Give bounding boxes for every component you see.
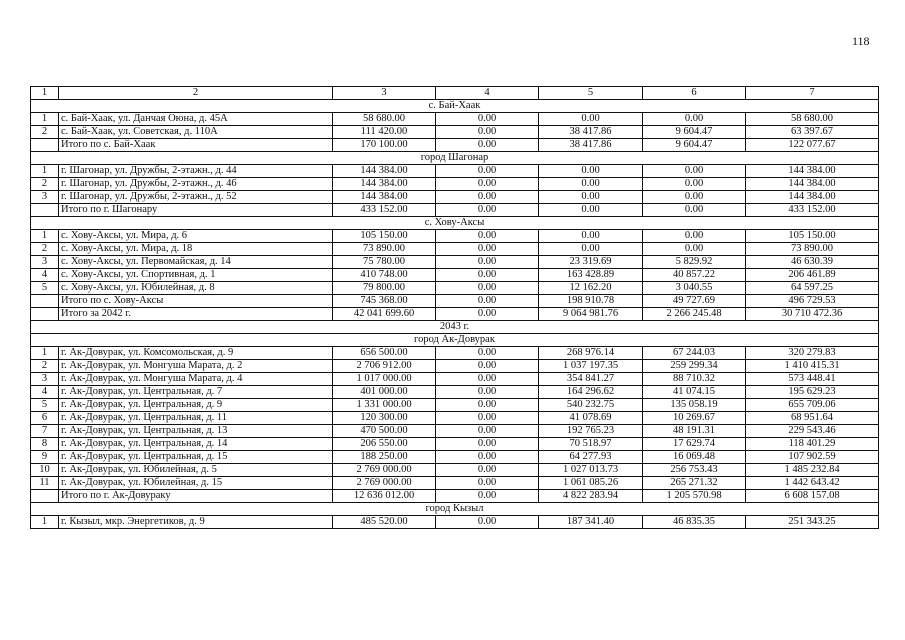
value-cell: 67 244.03 bbox=[643, 347, 746, 360]
value-cell: 23 319.69 bbox=[539, 256, 643, 269]
table-row bbox=[31, 412, 879, 425]
address-cell: с. Хову-Аксы, ул. Первомайская, д. 14 bbox=[59, 256, 333, 269]
value-cell: 2 769 000.00 bbox=[333, 477, 436, 490]
address-cell: г. Ак-Довурак, ул. Юбилейная, д. 15 bbox=[59, 477, 333, 490]
row-number-cell: 2 bbox=[31, 178, 59, 191]
table-header-row bbox=[31, 87, 879, 100]
value-cell: 46 835.35 bbox=[643, 516, 746, 529]
value-cell: 1 442 643.42 bbox=[746, 477, 879, 490]
value-cell: 48 191.31 bbox=[643, 425, 746, 438]
value-cell: 38 417.86 bbox=[539, 139, 643, 152]
section-row bbox=[31, 217, 879, 230]
address-cell: г. Шагонар, ул. Дружбы, 2-этажн., д. 52 bbox=[59, 191, 333, 204]
value-cell: 0.00 bbox=[539, 204, 643, 217]
address-cell: г. Шагонар, ул. Дружбы, 2-этажн., д. 44 bbox=[59, 165, 333, 178]
value-cell: 3 040.55 bbox=[643, 282, 746, 295]
row-number-cell: 4 bbox=[31, 386, 59, 399]
value-cell: 0.00 bbox=[436, 269, 539, 282]
value-cell: 256 753.43 bbox=[643, 464, 746, 477]
value-cell: 0.00 bbox=[436, 451, 539, 464]
address-cell: с. Хову-Аксы, ул. Юбилейная, д. 8 bbox=[59, 282, 333, 295]
value-cell: 0.00 bbox=[643, 204, 746, 217]
value-cell: 0.00 bbox=[436, 113, 539, 126]
value-cell: 1 027 013.73 bbox=[539, 464, 643, 477]
address-cell: г. Ак-Довурак, ул. Центральная, д. 9 bbox=[59, 399, 333, 412]
value-cell: 164 296.62 bbox=[539, 386, 643, 399]
row-number-cell: 1 bbox=[31, 516, 59, 529]
address-cell: Итого по с. Бай-Хаак bbox=[59, 139, 333, 152]
row-number-cell: 1 bbox=[31, 347, 59, 360]
address-cell: г. Ак-Довурак, ул. Комсомольская, д. 9 bbox=[59, 347, 333, 360]
value-cell: 206 550.00 bbox=[333, 438, 436, 451]
value-cell: 0.00 bbox=[436, 204, 539, 217]
value-cell: 401 000.00 bbox=[333, 386, 436, 399]
value-cell: 0.00 bbox=[539, 191, 643, 204]
table-row bbox=[31, 256, 879, 269]
address-cell: Итого за 2042 г. bbox=[59, 308, 333, 321]
value-cell: 320 279.83 bbox=[746, 347, 879, 360]
value-cell: 0.00 bbox=[436, 165, 539, 178]
value-cell: 188 250.00 bbox=[333, 451, 436, 464]
value-cell: 0.00 bbox=[539, 243, 643, 256]
value-cell: 656 500.00 bbox=[333, 347, 436, 360]
value-cell: 79 800.00 bbox=[333, 282, 436, 295]
address-cell: Итого по с. Хову-Аксы bbox=[59, 295, 333, 308]
value-cell: 135 058.19 bbox=[643, 399, 746, 412]
value-cell: 573 448.41 bbox=[746, 373, 879, 386]
value-cell: 268 976.14 bbox=[539, 347, 643, 360]
row-number-cell: 11 bbox=[31, 477, 59, 490]
value-cell: 0.00 bbox=[436, 178, 539, 191]
row-number-cell: 7 bbox=[31, 425, 59, 438]
value-cell: 0.00 bbox=[643, 243, 746, 256]
value-cell: 68 951.64 bbox=[746, 412, 879, 425]
page-number: 118 bbox=[852, 34, 870, 48]
value-cell: 0.00 bbox=[539, 165, 643, 178]
section-title: с. Бай-Хаак bbox=[31, 100, 879, 113]
value-cell: 265 271.32 bbox=[643, 477, 746, 490]
table-row bbox=[31, 113, 879, 126]
value-cell: 1 037 197.35 bbox=[539, 360, 643, 373]
value-cell: 496 729.53 bbox=[746, 295, 879, 308]
row-number-cell: 2 bbox=[31, 243, 59, 256]
row-number-cell: 5 bbox=[31, 282, 59, 295]
address-cell: г. Ак-Довурак, ул. Юбилейная, д. 5 bbox=[59, 464, 333, 477]
value-cell: 410 748.00 bbox=[333, 269, 436, 282]
row-number-cell: 1 bbox=[31, 165, 59, 178]
value-cell: 41 078.69 bbox=[539, 412, 643, 425]
value-cell: 64 277.93 bbox=[539, 451, 643, 464]
value-cell: 0.00 bbox=[436, 139, 539, 152]
value-cell: 0.00 bbox=[436, 295, 539, 308]
row-number-cell: 2 bbox=[31, 126, 59, 139]
section-row bbox=[31, 152, 879, 165]
value-cell: 40 857.22 bbox=[643, 269, 746, 282]
value-cell: 540 232.75 bbox=[539, 399, 643, 412]
value-cell: 0.00 bbox=[643, 113, 746, 126]
value-cell: 9 604.47 bbox=[643, 126, 746, 139]
value-cell: 0.00 bbox=[436, 256, 539, 269]
value-cell: 0.00 bbox=[643, 165, 746, 178]
data-table bbox=[30, 86, 879, 529]
value-cell: 12 636 012.00 bbox=[333, 490, 436, 503]
column-header: 6 bbox=[643, 87, 746, 100]
value-cell: 58 680.00 bbox=[746, 113, 879, 126]
address-cell: с. Бай-Хаак, ул. Советская, д. 110А bbox=[59, 126, 333, 139]
address-cell: г. Ак-Довурак, ул. Центральная, д. 13 bbox=[59, 425, 333, 438]
value-cell: 470 500.00 bbox=[333, 425, 436, 438]
value-cell: 58 680.00 bbox=[333, 113, 436, 126]
value-cell: 111 420.00 bbox=[333, 126, 436, 139]
value-cell: 9 064 981.76 bbox=[539, 308, 643, 321]
value-cell: 4 822 283.94 bbox=[539, 490, 643, 503]
row-number-cell bbox=[31, 139, 59, 152]
value-cell: 144 384.00 bbox=[333, 191, 436, 204]
value-cell: 433 152.00 bbox=[746, 204, 879, 217]
value-cell: 187 341.40 bbox=[539, 516, 643, 529]
value-cell: 259 299.34 bbox=[643, 360, 746, 373]
value-cell: 1 205 570.98 bbox=[643, 490, 746, 503]
value-cell: 1 331 000.00 bbox=[333, 399, 436, 412]
column-header: 5 bbox=[539, 87, 643, 100]
value-cell: 30 710 472.36 bbox=[746, 308, 879, 321]
address-cell: с. Хову-Аксы, ул. Спортивная, д. 1 bbox=[59, 269, 333, 282]
table-row bbox=[31, 139, 879, 152]
address-cell: г. Ак-Довурак, ул. Центральная, д. 15 bbox=[59, 451, 333, 464]
value-cell: 0.00 bbox=[539, 230, 643, 243]
value-cell: 0.00 bbox=[436, 373, 539, 386]
value-cell: 0.00 bbox=[643, 230, 746, 243]
value-cell: 105 150.00 bbox=[746, 230, 879, 243]
value-cell: 105 150.00 bbox=[333, 230, 436, 243]
value-cell: 0.00 bbox=[643, 178, 746, 191]
value-cell: 0.00 bbox=[436, 425, 539, 438]
value-cell: 192 765.23 bbox=[539, 425, 643, 438]
value-cell: 2 266 245.48 bbox=[643, 308, 746, 321]
value-cell: 73 890.00 bbox=[333, 243, 436, 256]
value-cell: 144 384.00 bbox=[333, 165, 436, 178]
row-number-cell: 2 bbox=[31, 360, 59, 373]
table-row bbox=[31, 191, 879, 204]
section-row bbox=[31, 334, 879, 347]
value-cell: 46 630.39 bbox=[746, 256, 879, 269]
value-cell: 41 074.15 bbox=[643, 386, 746, 399]
value-cell: 0.00 bbox=[436, 347, 539, 360]
value-cell: 195 629.23 bbox=[746, 386, 879, 399]
table-row bbox=[31, 282, 879, 295]
value-cell: 107 902.59 bbox=[746, 451, 879, 464]
value-cell: 1 017 000.00 bbox=[333, 373, 436, 386]
row-number-cell: 8 bbox=[31, 438, 59, 451]
table-row bbox=[31, 477, 879, 490]
row-number-cell: 3 bbox=[31, 256, 59, 269]
value-cell: 88 710.32 bbox=[643, 373, 746, 386]
row-number-cell: 4 bbox=[31, 269, 59, 282]
value-cell: 0.00 bbox=[436, 191, 539, 204]
value-cell: 354 841.27 bbox=[539, 373, 643, 386]
table-row bbox=[31, 490, 879, 503]
table-row bbox=[31, 230, 879, 243]
table-row bbox=[31, 308, 879, 321]
section-title: город Ак-Довурак bbox=[31, 334, 879, 347]
address-cell: г. Ак-Довурак, ул. Монгуша Марата, д. 4 bbox=[59, 373, 333, 386]
section-row bbox=[31, 503, 879, 516]
value-cell: 118 401.29 bbox=[746, 438, 879, 451]
value-cell: 0.00 bbox=[436, 308, 539, 321]
value-cell: 0.00 bbox=[539, 178, 643, 191]
value-cell: 0.00 bbox=[436, 399, 539, 412]
address-cell: с. Хову-Аксы, ул. Мира, д. 6 bbox=[59, 230, 333, 243]
value-cell: 75 780.00 bbox=[333, 256, 436, 269]
row-number-cell: 3 bbox=[31, 373, 59, 386]
value-cell: 0.00 bbox=[436, 516, 539, 529]
address-cell: Итого по г. Ак-Довураку bbox=[59, 490, 333, 503]
value-cell: 0.00 bbox=[436, 464, 539, 477]
value-cell: 120 300.00 bbox=[333, 412, 436, 425]
table-row bbox=[31, 386, 879, 399]
table-row bbox=[31, 425, 879, 438]
column-header: 7 bbox=[746, 87, 879, 100]
address-cell: г. Ак-Довурак, ул. Центральная, д. 7 bbox=[59, 386, 333, 399]
row-number-cell: 6 bbox=[31, 412, 59, 425]
table-row bbox=[31, 516, 879, 529]
value-cell: 16 069.48 bbox=[643, 451, 746, 464]
row-number-cell bbox=[31, 204, 59, 217]
value-cell: 144 384.00 bbox=[746, 165, 879, 178]
value-cell: 0.00 bbox=[436, 438, 539, 451]
value-cell: 144 384.00 bbox=[333, 178, 436, 191]
table-row bbox=[31, 464, 879, 477]
value-cell: 17 629.74 bbox=[643, 438, 746, 451]
value-cell: 2 769 000.00 bbox=[333, 464, 436, 477]
row-number-cell: 5 bbox=[31, 399, 59, 412]
row-number-cell: 1 bbox=[31, 113, 59, 126]
value-cell: 42 041 699.60 bbox=[333, 308, 436, 321]
value-cell: 251 343.25 bbox=[746, 516, 879, 529]
value-cell: 6 608 157.08 bbox=[746, 490, 879, 503]
table-row bbox=[31, 399, 879, 412]
row-number-cell: 3 bbox=[31, 191, 59, 204]
value-cell: 1 485 232.84 bbox=[746, 464, 879, 477]
row-number-cell bbox=[31, 308, 59, 321]
value-cell: 170 100.00 bbox=[333, 139, 436, 152]
value-cell: 0.00 bbox=[436, 360, 539, 373]
row-number-cell: 9 bbox=[31, 451, 59, 464]
table-row bbox=[31, 165, 879, 178]
table-row bbox=[31, 243, 879, 256]
address-cell: с. Хову-Аксы, ул. Мира, д. 18 bbox=[59, 243, 333, 256]
table-row bbox=[31, 360, 879, 373]
value-cell: 0.00 bbox=[436, 386, 539, 399]
value-cell: 198 910.78 bbox=[539, 295, 643, 308]
value-cell: 73 890.00 bbox=[746, 243, 879, 256]
value-cell: 144 384.00 bbox=[746, 178, 879, 191]
value-cell: 0.00 bbox=[436, 477, 539, 490]
column-header: 2 bbox=[59, 87, 333, 100]
value-cell: 49 727.69 bbox=[643, 295, 746, 308]
table-row bbox=[31, 295, 879, 308]
value-cell: 229 543.46 bbox=[746, 425, 879, 438]
value-cell: 5 829.92 bbox=[643, 256, 746, 269]
section-title: с. Хову-Аксы bbox=[31, 217, 879, 230]
table-row bbox=[31, 451, 879, 464]
column-header: 3 bbox=[333, 87, 436, 100]
value-cell: 206 461.89 bbox=[746, 269, 879, 282]
address-cell: г. Кызыл, мкр. Энергетиков, д. 9 bbox=[59, 516, 333, 529]
address-cell: г. Шагонар, ул. Дружбы, 2-этажн., д. 46 bbox=[59, 178, 333, 191]
value-cell: 12 162.20 bbox=[539, 282, 643, 295]
value-cell: 0.00 bbox=[436, 243, 539, 256]
table-row bbox=[31, 269, 879, 282]
value-cell: 433 152.00 bbox=[333, 204, 436, 217]
value-cell: 144 384.00 bbox=[746, 191, 879, 204]
value-cell: 70 518.97 bbox=[539, 438, 643, 451]
value-cell: 0.00 bbox=[436, 490, 539, 503]
table-row bbox=[31, 178, 879, 191]
value-cell: 655 709.06 bbox=[746, 399, 879, 412]
value-cell: 0.00 bbox=[539, 113, 643, 126]
table-row bbox=[31, 347, 879, 360]
value-cell: 0.00 bbox=[436, 126, 539, 139]
address-cell: г. Ак-Довурак, ул. Центральная, д. 11 bbox=[59, 412, 333, 425]
section-row bbox=[31, 100, 879, 113]
table-row bbox=[31, 126, 879, 139]
value-cell: 1 061 085.26 bbox=[539, 477, 643, 490]
value-cell: 64 597.25 bbox=[746, 282, 879, 295]
value-cell: 0.00 bbox=[643, 191, 746, 204]
table-row bbox=[31, 373, 879, 386]
value-cell: 63 397.67 bbox=[746, 126, 879, 139]
value-cell: 163 428.89 bbox=[539, 269, 643, 282]
column-header: 1 bbox=[31, 87, 59, 100]
value-cell: 9 604.47 bbox=[643, 139, 746, 152]
row-number-cell: 10 bbox=[31, 464, 59, 477]
value-cell: 0.00 bbox=[436, 230, 539, 243]
section-title: город Кызыл bbox=[31, 503, 879, 516]
address-cell: г. Ак-Довурак, ул. Центральная, д. 14 bbox=[59, 438, 333, 451]
address-cell: с. Бай-Хаак, ул. Данчая Оюна, д. 45А bbox=[59, 113, 333, 126]
section-title: 2043 г. bbox=[31, 321, 879, 334]
row-number-cell bbox=[31, 295, 59, 308]
section-title: город Шагонар bbox=[31, 152, 879, 165]
table-row bbox=[31, 204, 879, 217]
value-cell: 0.00 bbox=[436, 282, 539, 295]
value-cell: 1 410 415.31 bbox=[746, 360, 879, 373]
address-cell: г. Ак-Довурак, ул. Монгуша Марата, д. 2 bbox=[59, 360, 333, 373]
value-cell: 745 368.00 bbox=[333, 295, 436, 308]
section-row bbox=[31, 321, 879, 334]
row-number-cell bbox=[31, 490, 59, 503]
value-cell: 0.00 bbox=[436, 412, 539, 425]
value-cell: 122 077.67 bbox=[746, 139, 879, 152]
row-number-cell: 1 bbox=[31, 230, 59, 243]
value-cell: 10 269.67 bbox=[643, 412, 746, 425]
value-cell: 485 520.00 bbox=[333, 516, 436, 529]
column-header: 4 bbox=[436, 87, 539, 100]
value-cell: 38 417.86 bbox=[539, 126, 643, 139]
value-cell: 2 706 912.00 bbox=[333, 360, 436, 373]
address-cell: Итого по г. Шагонару bbox=[59, 204, 333, 217]
table-row bbox=[31, 438, 879, 451]
